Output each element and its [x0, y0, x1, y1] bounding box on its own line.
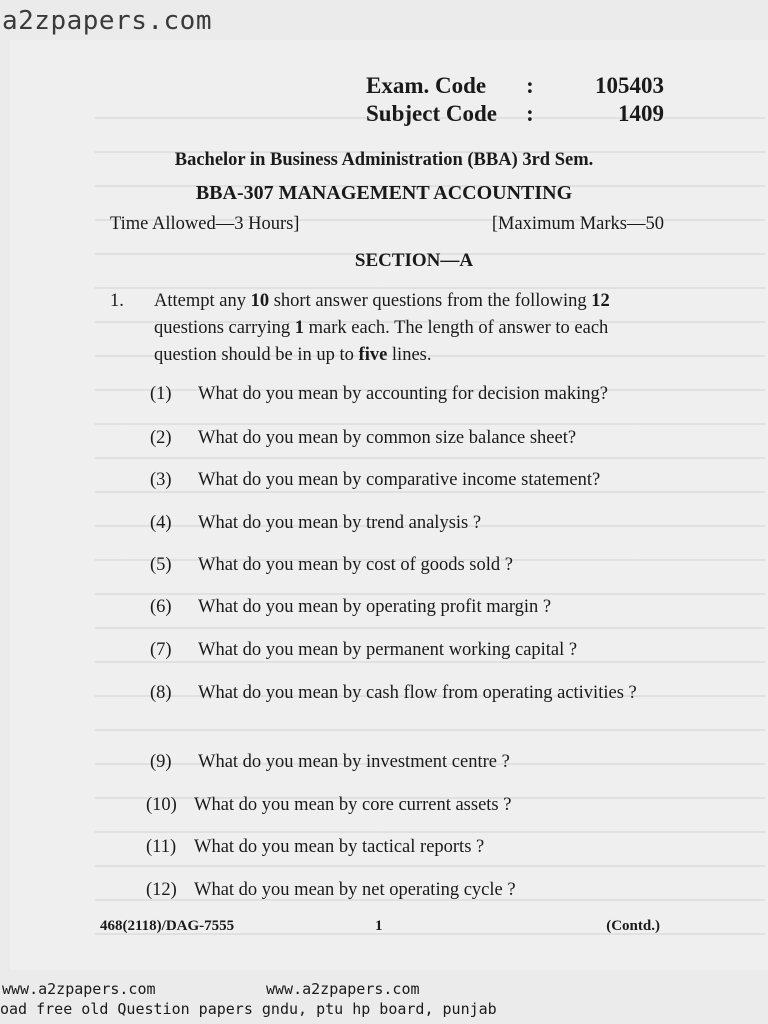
- instr-bold: five: [358, 345, 388, 365]
- sub-question: [146, 834, 666, 860]
- exam-code-label: Exam. Code: [366, 73, 487, 98]
- question-instructions: [154, 288, 670, 369]
- main-question: [110, 288, 670, 369]
- sub-question-number: (4): [150, 513, 172, 533]
- subject-code-label: Subject Code: [366, 101, 497, 126]
- sub-question-text: What do you mean by comparative income statement?: [198, 470, 601, 490]
- exam-code-value: 105403: [595, 73, 664, 98]
- instr-bold: 10: [250, 291, 270, 311]
- sub-question-number: (9): [150, 752, 172, 772]
- instr-part: mark each. The length of answer to each question should be in up to: [154, 318, 609, 365]
- instr-part: questions carrying: [154, 318, 295, 338]
- sub-question-number: (11): [146, 837, 177, 857]
- section-title: SECTION—A: [354, 250, 474, 271]
- sub-question-text: What do you mean by common size balance sheet?: [198, 428, 577, 448]
- sub-question: [146, 792, 666, 818]
- paper-code: 468(2118)/DAG-7555: [100, 918, 235, 934]
- sub-question-text: What do you mean by permanent working capital ?: [198, 640, 578, 660]
- watermark-bottom-left: www.a2zpapers.com: [2, 980, 156, 998]
- sub-question: [150, 381, 670, 407]
- sub-question-number: (3): [150, 470, 172, 490]
- time-marks-row: [110, 214, 664, 235]
- instr-bold: 1: [294, 318, 305, 338]
- instr-part: short answer questions from the following: [269, 291, 592, 311]
- continued-label: (Contd.): [606, 918, 660, 934]
- watermark-bottom-line: oad free old Question papers gndu, ptu hp board, punjab: [0, 1000, 497, 1018]
- sub-question-number: (8): [150, 683, 172, 703]
- sub-question: [150, 510, 670, 536]
- watermark-bottom-center: www.a2zpapers.com: [266, 980, 420, 998]
- subject-title: BBA-307 MANAGEMENT ACCOUNTING: [195, 182, 573, 204]
- degree-title: Bachelor in Business Administration (BBA) 3rd Sem.: [174, 150, 594, 170]
- subject-code-row: [366, 100, 664, 128]
- watermark-top: a2zpapers.com: [2, 6, 212, 36]
- sub-question: [150, 680, 670, 706]
- exam-code-block: [366, 72, 664, 128]
- instr-part: Attempt any: [154, 291, 251, 311]
- sub-question-text: What do you mean by accounting for decision making?: [198, 384, 608, 404]
- subject-code-colon: :: [526, 101, 534, 126]
- sub-question: [150, 552, 670, 578]
- sub-question-number: (12): [146, 880, 177, 900]
- sub-question-text: What do you mean by investment centre ?: [198, 752, 510, 772]
- exam-code-row: [366, 72, 664, 100]
- question-number: 1.: [110, 291, 124, 311]
- sub-question: [150, 637, 670, 663]
- sub-question-text: What do you mean by net operating cycle ?: [194, 880, 516, 900]
- maximum-marks: [Maximum Marks—50: [491, 214, 664, 234]
- sub-question-text: What do you mean by trend analysis ?: [198, 513, 482, 533]
- instr-bold: 12: [591, 291, 610, 311]
- sub-question: [150, 467, 670, 493]
- sub-question-number: (6): [150, 597, 172, 617]
- sub-question-text: What do you mean by tactical reports ?: [194, 837, 485, 857]
- exam-code-colon: :: [526, 73, 534, 98]
- sub-question-number: (10): [146, 795, 177, 815]
- sub-question: [150, 594, 670, 620]
- sub-question-number: (1): [150, 384, 172, 404]
- instr-part: lines.: [387, 345, 432, 365]
- page-number: 1: [375, 918, 383, 934]
- sub-question-number: (2): [150, 428, 172, 448]
- subject-code-value: 1409: [618, 101, 664, 126]
- sub-question-text: What do you mean by core current assets ?: [194, 795, 512, 815]
- sub-question: [150, 749, 670, 775]
- sub-question: [150, 425, 670, 451]
- sub-question-number: (7): [150, 640, 172, 660]
- sub-question-number: (5): [150, 555, 172, 575]
- time-allowed: Time Allowed—3 Hours]: [110, 214, 300, 234]
- sub-question: [146, 877, 666, 903]
- sub-question-text: What do you mean by cost of goods sold ?: [198, 555, 513, 575]
- sub-question-text: What do you mean by operating profit margin ?: [198, 597, 552, 617]
- sub-question-text: What do you mean by cash flow from operating activities ?: [198, 683, 637, 703]
